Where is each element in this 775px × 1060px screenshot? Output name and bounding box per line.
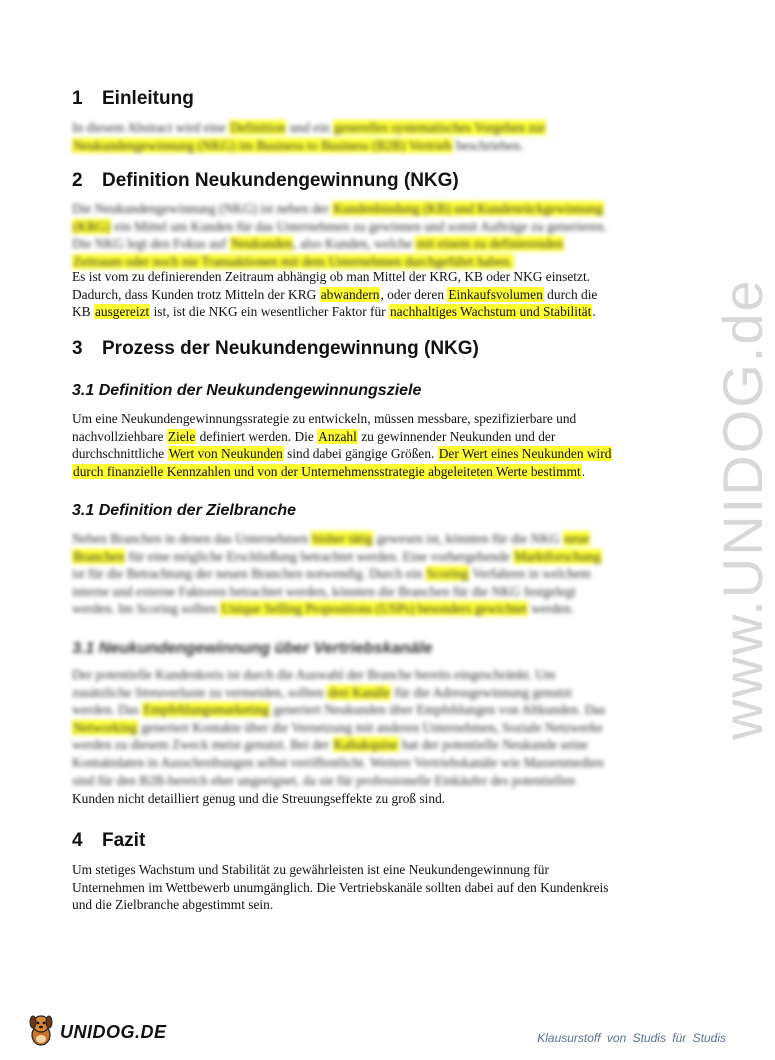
heading-number: 1 [72,88,83,109]
paragraph-definition-blurred [72,200,682,270]
highlight: Ziele [167,428,196,444]
footer-logo [26,1014,167,1050]
heading-text: Definition Neukundengewinnung (NKG) [102,170,459,191]
text-line: durchschnittliche Wert von Neukunden sind dabei gängige Größen. Der Wert eines Neukunden wird [72,446,612,462]
text-line: Neukundengewinnung (NKG) im Business to Business (B2B) Vertrieb beschrieben. [73,137,524,153]
logo-text: UNIDOG.DE [60,1021,167,1042]
text-line: Unternehmen im Wettbewerb unumgänglich. Die Vertriebskanäle sollten dabei auf den Kundenkreis [72,879,609,895]
paragraph-definition-clear [72,268,682,321]
footer-tagline: Klausurstoff von Studis für Studis [537,1031,726,1045]
watermark: www.UNIDOG.de [711,278,774,740]
text-line: werden. Im Scoring sollten Unique Selling Propositions (USPs) besonders gewichtet werden. [72,601,574,617]
heading-text: Einleitung [102,88,194,109]
text-line: ist für die Betrachtung der neuen Branchen notwendig. Durch ein Scoring Verfahren in welchem [72,566,591,582]
text-line: Zeitraum oder noch nie Transaktionen mit dem Unternehmen durchgeführt haben. [73,253,513,269]
heading-number: 3 [72,338,83,359]
text-line: durch finanzielle Kennzahlen und von der Unternehmensstrategie abgeleiteten Werte bestimmt. [73,463,586,479]
text-line: werden. Das Empfehlungsmarketing generiert Neukunden über Empfehlungen von Altkunden. Das [72,702,606,718]
text-line: Kontaktdaten in Ausschreibungen selbst veröffentlicht. Weitere Vertriebskanäle wie Massenmedien [72,754,604,770]
subheading-vertriebskanaele: 3.1 Neukundengewinnung über Vertriebskanäle [72,640,433,657]
paragraph-fazit [72,861,682,914]
paragraph-ziele [72,410,682,480]
text-line: KB ausgereizt ist, ist die NKG ein wesentlicher Faktor für nachhaltiges Wachstum und Stabilität. [72,304,596,320]
highlight: Anzahl [318,428,357,444]
text-line: werden zu diesem Zweck meist genutzt. Bei der Kaltakquise hat der potentielle Neukunde seine [72,737,588,753]
text-line: nachvollziehbare Ziele definiert werden. Die Anzahl zu gewinnender Neukunden und der [72,428,556,444]
dog-mascot-icon [26,1013,56,1052]
highlight: Der Wert eines Neukunden wird [438,446,612,462]
text-line: interne und externe Faktoren betrachtet werden, könnten die Branchen für die NKG festgelegt [72,583,576,599]
heading-text: Prozess der Neukundengewinnung (NKG) [102,338,479,359]
text-line: Um eine Neukundengewinnungssrategie zu entwickeln, müssen messbare, spezifizierbare und [72,411,577,426]
highlight: durch finanzielle Kennzahlen und von der Unternehmensstrategie abgeleiteten Werte bestimmt [73,463,581,479]
text-line: Branchen für eine mögliche Erschließung betrachtet werden. Eine vorhergehende Marktforschung [73,548,601,564]
text-line: Neben Branchen in denen das Unternehmen bisher tätig gewesen ist, könnten für die NKG neue [72,531,590,546]
heading-number: 2 [72,170,83,191]
text-line: Um stetiges Wachstum und Stabilität zu gewährleisten ist eine Neukundengewinnung für [72,862,549,877]
highlight: abwandern [320,286,380,302]
heading-text: Fazit [102,830,146,851]
paragraph-einleitung [72,119,682,154]
highlight: ausgereizt [94,304,150,320]
heading-number: 4 [72,830,83,851]
paragraph-vertriebskanaele-blurred [72,666,682,789]
highlight: Einkaufsvolumen [448,286,543,302]
text-line: und die Zielbranche abgestimmt sein. [72,897,274,913]
text-line: sind für den B2B-bereich eher ungeeignet, da sie für professionelle Einkäufer des potentiellen [72,772,576,788]
text-line: zusätzliche Streuverluste zu vermeiden, sollten drei Kanäle für die Adressgewinnung genutzt [72,684,572,700]
heading-einleitung [72,88,194,110]
highlight: Wert von Neukunden [168,446,283,462]
subheading-ziele: 3.1 Definition der Neukundengewinnungsziele [72,382,422,399]
text-line: Der potentielle Kundenkreis ist durch die Auswahl der Branche bereits eingeschränkt. Um [72,667,556,682]
heading-fazit [72,830,145,852]
heading-definition-nkg [72,170,459,192]
text-line: In diesem Abstract wird eine Definition und ein generelles systematisches Vorgehen zur [72,120,546,135]
text-line: Networking generiert Kontakte über die Vernetzung mit anderen Unternehmen, Soziale Netzwerke [73,719,603,735]
text-line: Dadurch, dass Kunden trotz Mitteln der KRG abwandern, oder deren Einkaufsvolumen durch die [72,286,598,302]
text-line: Kunden nicht detailliert genug und die Streuungseffekte zu groß sind. [72,791,446,806]
highlight: nachhaltiges Wachstum und Stabilität [389,304,592,320]
subheading-zielbranche: 3.1 Definition der Zielbranche [72,502,297,519]
paragraph-vertriebskanaele-clear [72,790,682,808]
text-line: Es ist vom zu definierenden Zeitraum abhängig ob man Mittel der KRG, KB oder NKG einsetzt. [72,269,591,284]
paragraph-zielbranche-blurred [72,530,682,618]
text-line: Die NKG legt den Fokus auf Neukunden, also Kunden, welche mit einem zu definierenden [72,236,564,252]
text-line: (KRG) ein Mittel um Kunden für das Unternehmen zu gewinnen und somit Aufträge zu generieren. [73,218,607,234]
heading-prozess-nkg [72,338,479,360]
text-line: Die Neukundengewinnung (NKG) ist neben der Kundenbindung (KB) und Kundenrückgewinnung [72,201,603,216]
